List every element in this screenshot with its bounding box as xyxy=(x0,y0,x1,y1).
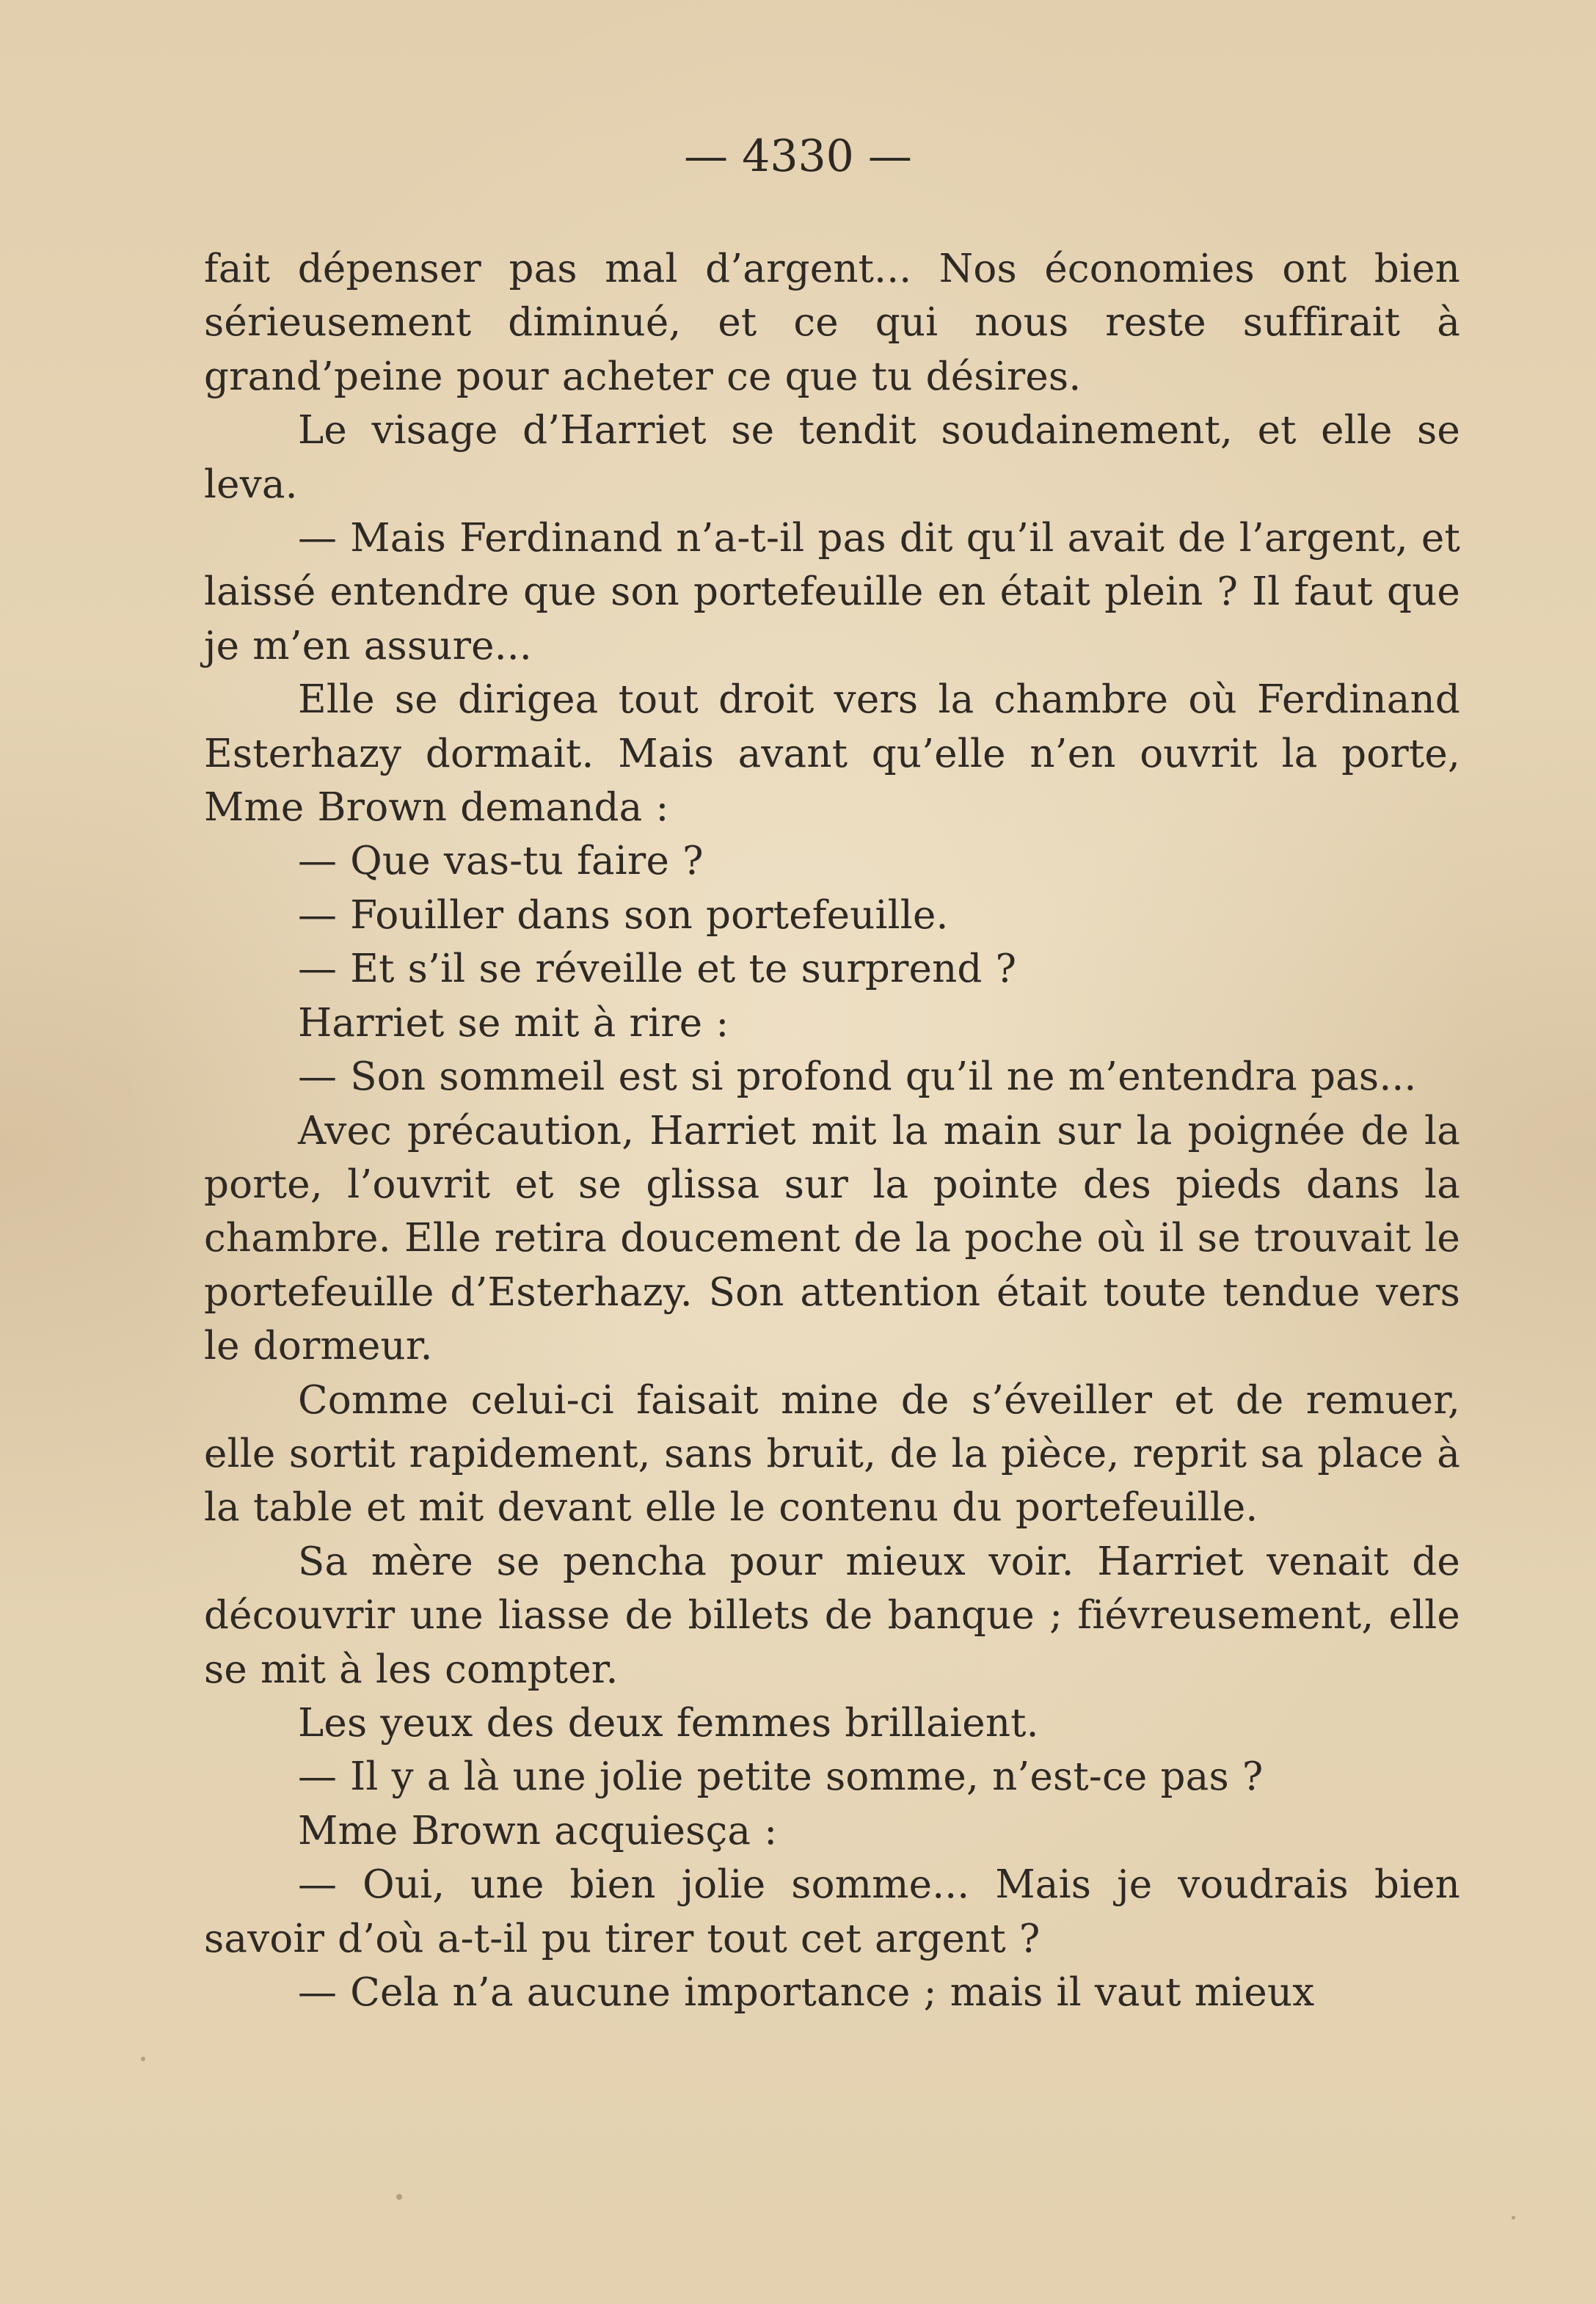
paragraph: Elle se dirigea tout droit vers la chambre où Ferdinand Esterhazy dormait. Mais avant qu’elle n’en ouvrit la porte, Mme Brown demanda : xyxy=(204,677,1460,831)
paragraph: Comme celui-ci faisait mine de s’éveiller et de remuer, elle sortit rapidement, sans bruit, de la pièce, reprit sa place à la table et mit devant elle le contenu du portefeuille. xyxy=(204,1377,1460,1531)
paragraph: fait dépenser pas mal d’argent... Nos économies ont bien sérieusement diminué, et ce qui nous reste suffirait à grand’peine pour acheter ce que tu désires. xyxy=(204,247,1460,399)
paragraph: — Cela n’a aucune importance ; mais il vaut mieux xyxy=(298,1970,1315,2015)
paragraph: — Mais Ferdinand n’a-t-il pas dit qu’il avait de l’argent, et laissé entendre que son portefeuille en était plein ? Il faut que je m’en assure... xyxy=(204,516,1460,668)
paragraph: — Son sommeil est si profond qu’il ne m’entendra pas... xyxy=(298,1054,1417,1100)
paragraph: Les yeux des deux femmes brillaient. xyxy=(298,1700,1039,1746)
paper-speck xyxy=(141,2057,145,2061)
paragraph: Mme Brown acquiesça : xyxy=(298,1808,778,1853)
paragraph: Sa mère se pencha pour mieux voir. Harriet venait de découvrir une liasse de billets de banque ; fiévreusement, elle se mit à les compter. xyxy=(204,1539,1460,1692)
paragraph: — Oui, une bien jolie somme... Mais je voudrais bien savoir d’où a-t-il pu tirer tout cet argent ? xyxy=(204,1862,1460,1961)
paragraph: Le visage d’Harriet se tendit soudainement, et elle se leva. xyxy=(204,408,1460,507)
paragraph: — Il y a là une jolie petite somme, n’est-ce pas ? xyxy=(298,1754,1264,1800)
paper-speck xyxy=(396,2194,402,2200)
body-text xyxy=(204,242,1460,2019)
paragraph: — Fouiller dans son portefeuille. xyxy=(298,892,949,938)
paper-speck xyxy=(1512,2216,1515,2220)
paragraph: — Et s’il se réveille et te surprend ? xyxy=(298,947,1017,992)
paragraph: Avec précaution, Harriet mit la main sur la poignée de la porte, l’ouvrit et se glissa sur la pointe des pieds dans la chambre. Elle retira doucement de la poche où il se trouvait le portefeuille d’Esterhazy. Son attention était toute tendue vers le dormeur. xyxy=(204,1108,1460,1369)
paragraph: Harriet se mit à rire : xyxy=(298,1000,729,1046)
paragraph: — Que vas-tu faire ? xyxy=(298,839,704,884)
paper-speck xyxy=(213,1457,216,1460)
page-number: — 4330 — xyxy=(684,131,912,182)
